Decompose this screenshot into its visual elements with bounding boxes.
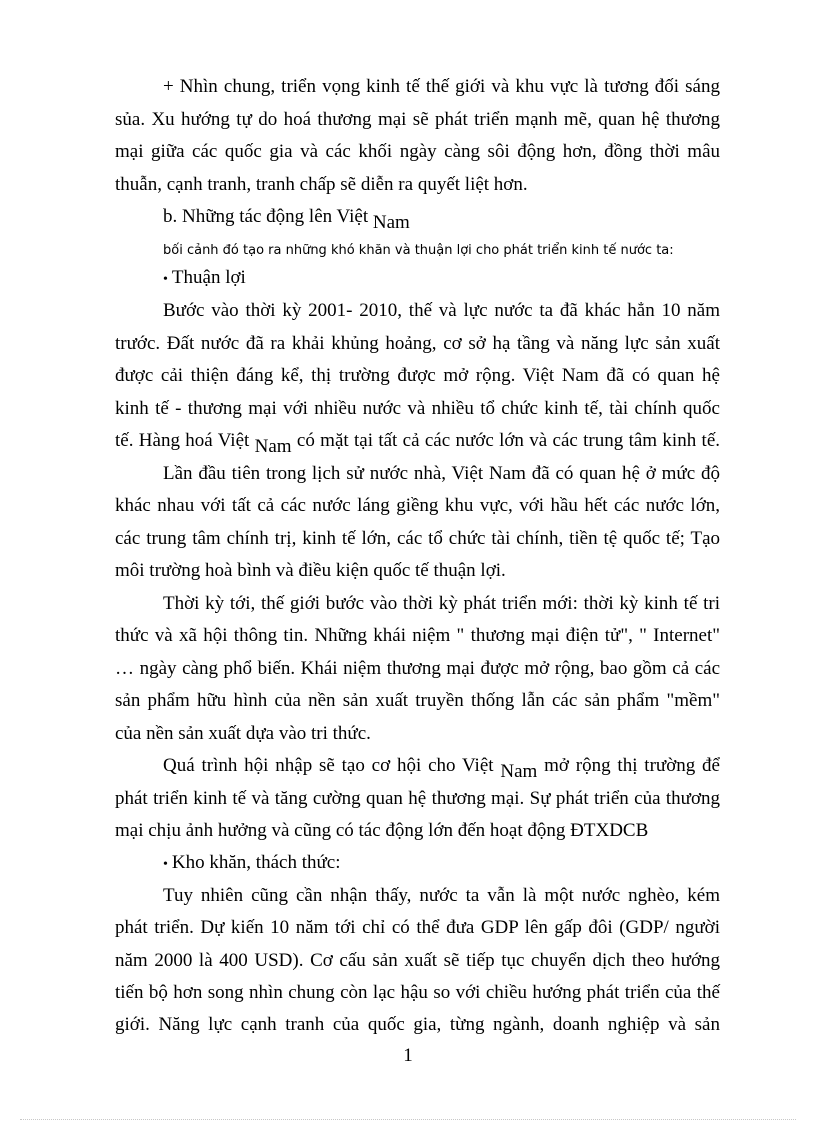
paragraph-line: trước. Đất nước đã ra khải khủng hoảng, cơ sở hạ tầng và năng lực sản xuất <box>115 333 720 354</box>
paragraph-line: kinh tế - thương mại với nhiều nước và nhiều tổ chức kinh tế, tài chính quốc <box>115 398 720 419</box>
paragraph-line: … ngày càng phổ biến. Khái niệm thương mại được mở rộng, bao gồm cả các <box>115 658 720 679</box>
section-heading <box>163 205 720 233</box>
paragraph-nam: Nam <box>500 761 538 782</box>
paragraph-line: Bước vào thời kỳ 2001- 2010, thế và lực nước ta đã khác hẳn 10 năm <box>163 300 720 321</box>
challenges-heading-text: Kho khăn, thách thức: <box>171 852 341 873</box>
paragraph-line: Thời kỳ tới, thế giới bước vào thời kỳ phát triển mới: thời kỳ kinh tế tri <box>163 593 720 614</box>
paragraph-text: có mặt tại tất cả các nước lớn và các trung tâm kinh tế. <box>291 430 720 451</box>
paragraph-line: + Nhìn chung, triển vọng kinh tế thế giới và khu vực là tương đối sáng <box>163 76 720 97</box>
paragraph-text: Quá trình hội nhập sẽ tạo cơ hội cho Việt <box>163 755 501 776</box>
section-heading-text: b. Những tác động lên Việt <box>163 206 373 227</box>
paragraph-line: năm 2000 là 400 USD). Cơ cấu sản xuất sẽ tiếp tục chuyển dịch theo hướng <box>115 950 720 971</box>
paragraph-nam: Nam <box>254 436 292 457</box>
paragraph-line: sủa. Xu hướng tự do hoá thương mại sẽ phát triển mạnh mẽ, quan hệ thương <box>115 109 720 130</box>
advantages-heading <box>163 266 720 292</box>
page-number: 1 <box>403 1045 413 1066</box>
paragraph-line: giới. Năng lực cạnh tranh của quốc gia, từng ngành, doanh nghiệp và sản <box>115 1014 720 1035</box>
paragraph-line: mại chịu ảnh hưởng và cũng có tác động lớn đến hoạt động ĐTXDCB <box>115 820 649 841</box>
paragraph-line: được cải thiện đáng kể, thị trường được mở rộng. Việt Nam đã có quan hệ <box>115 365 720 386</box>
paragraph-line: phát triển kinh tế và tăng cường quan hệ thương mại. Sự phát triển của thương <box>115 788 720 809</box>
paragraph-line: Tuy nhiên cũng cần nhận thấy, nước ta vẫn là một nước nghèo, kém <box>163 885 720 906</box>
paragraph-line: môi trường hoà bình và điều kiện quốc tế thuận lợi. <box>115 560 506 581</box>
paragraph-line: sản phẩm hữu hình của nền sản xuất truyền thống lẫn các sản phẩm "mềm" <box>115 690 720 711</box>
paragraph-line: Lần đầu tiên trong lịch sử nước nhà, Việt Nam đã có quan hệ ở mức độ <box>163 463 720 484</box>
paragraph-text: mở rộng thị trường để <box>537 755 720 776</box>
paragraph-text: tế. Hàng hoá Việt <box>115 430 255 451</box>
paragraph-line: tiến bộ hơn song nhìn chung còn lạc hậu so với chiều hướng phát triển của thế <box>115 982 720 1003</box>
paragraph-line: của nền sản xuất dựa vào tri thức. <box>115 723 371 744</box>
bullet-icon: • <box>163 272 168 287</box>
paragraph-line: khác nhau với tất cả các nước láng giềng khu vực, với hầu hết các nước lớn, <box>115 495 720 516</box>
advantages-heading-text: Thuận lợi <box>171 267 246 288</box>
paragraph-line <box>163 754 720 782</box>
paragraph-line: mại giữa các quốc gia và các khối ngày càng sôi động hơn, đồng thời mâu <box>115 141 720 162</box>
section-heading-nam: Nam <box>372 212 410 233</box>
context-line: bối cảnh đó tạo ra những khó khăn và thuận lợi cho phát triển kinh tế nước ta: <box>163 243 674 258</box>
paragraph-line <box>115 429 720 457</box>
bullet-icon: • <box>163 857 168 872</box>
paragraph-line: thuẫn, cạnh tranh, tranh chấp sẽ diễn ra quyết liệt hơn. <box>115 174 528 195</box>
page-bottom-edge <box>20 1119 796 1120</box>
challenges-heading <box>163 851 720 877</box>
paragraph-line: thức và xã hội thông tin. Những khái niệm " thương mại điện tử", " Internet" <box>115 625 720 646</box>
paragraph-line: các trung tâm chính trị, kinh tế lớn, các tổ chức tài chính, tiền tệ quốc tế; Tạo <box>115 528 720 549</box>
paragraph-line: phát triển. Dự kiến 10 năm tới chỉ có thể đưa GDP lên gấp đôi (GDP/ người <box>115 917 720 938</box>
